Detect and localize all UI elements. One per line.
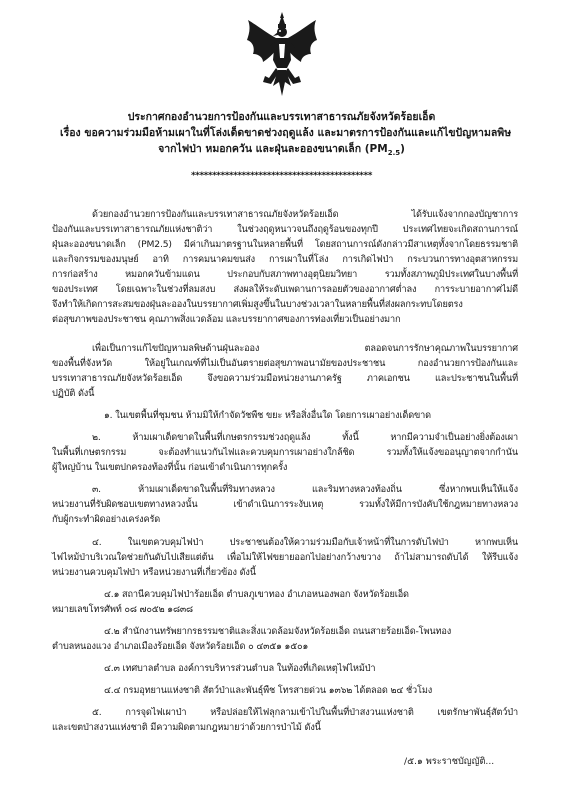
item-2-line: ในพื้นที่เกษตรกรรม จะต้องทำแนวกันไฟและควบคุมการเผาอย่างใกล้ชิด รวมทั้งให้แจ้งขออนุญาตจากกำนัน	[52, 447, 518, 458]
announcement-title: ประกาศกองอำนวยการป้องกันและบรรเทาสาธารณภัยจังหวัดร้อยเอ็ด	[127, 111, 436, 123]
subject-text: จากไฟป่า หมอกควัน และฝุ่นละอองขนาดเล็ก (PM	[158, 143, 388, 155]
announcement-subject-cont	[60, 142, 503, 161]
garuda-emblem-icon	[245, 10, 319, 102]
p1-line: ด้วยกองอำนวยการป้องกันและบรรเทาสาธารณภัยจังหวัดร้อยเอ็ด ได้รับแจ้งจากกองบัญชาการ	[92, 209, 518, 220]
item-3-line: ๓. ห้ามเผาเด็ดขาดในพื้นที่ริมทางหลวง และริมทางหลวงท้องถิ่น ซึ่งหากพบเห็นให้แจ้ง	[92, 484, 518, 495]
item-4-1-line: หมายเลขโทรศัพท์ ๐๘ ๗๐๕๒ ๑๘๓๘	[52, 604, 193, 615]
item-4-1-line: ๔.๑ สถานีควบคุมไฟป่าร้อยเอ็ด ตำบลภูเขาทอง อำเภอหนองพอก จังหวัดร้อยเอ็ด	[104, 589, 409, 600]
subject-subscript: 2.5	[387, 149, 401, 158]
item-2-line: ผู้ใหญ่บ้าน ในเขตปกครองท้องที่นั้น ก่อนเข้าดำเนินการทุกครั้ง	[52, 462, 288, 473]
subject-end: )	[400, 143, 405, 155]
p1-line: ป้องกันและบรรเทาสาธารณภัยแห่งชาติว่า ในช่วงฤดูหนาวจนถึงฤดูร้อนของทุกปี ประเทศไทยจะเกิดสถานการณ์	[52, 224, 518, 235]
p1-line: และกิจกรรมของมนุษย์ อาทิ การคมนาคมขนส่ง การเผาในที่โล่ง การเกิดไฟป่า กระบวนการทางอุตสาหกรรม	[52, 254, 518, 265]
item-4-line: ไฟไหม้ป่าบริเวณใดช่วยกันดับไปเสียแต่ต้น เพื่อไม่ให้ไฟขยายออกไปอย่างกว้างขวาง ถ้าไม่สามารถดับได้ ให้รีบแจ้ง	[52, 552, 518, 563]
item-4-2-line: ๔.๒ สำนักงานทรัพยากรธรรมชาติและสิ่งแวดล้อมจังหวัดร้อยเอ็ด ถนนสายร้อยเอ็ด-โพนทอง	[104, 626, 452, 637]
item-1: ๑. ในเขตพื้นที่ชุมชน ห้ามมิให้กำจัดวัชพืช ขยะ หรือสิ่งอื่นใด โดยการเผาอย่างเด็ดขาด	[104, 410, 431, 421]
p1-line: ของประเทศ โดยเฉพาะในช่วงที่ลมสงบ ส่งผลให้ระดับเพดานการลอยตัวของอากาศต่ำลง การระบายอากาศไม่ดี	[52, 284, 518, 295]
item-5-line: ๕. การจุดไฟเผาป่า หรือปล่อยให้ไฟลุกลามเข้าไปในพื้นที่ป่าสงวนแห่งชาติ เขตรักษาพันธุ์สัตว์ป่า	[92, 707, 518, 718]
p2-line: บรรเทาสาธารณภัยจังหวัดร้อยเอ็ด จึงขอความร่วมมือหน่วยงานภาครัฐ ภาคเอกชน และประชาชนในพื้นที่	[52, 373, 518, 384]
p1-line: ต่อสุขภาพของประชาชน คุณภาพสิ่งแวดล้อม และบรรยากาศของการท่องเที่ยวเป็นอย่างมาก	[52, 314, 401, 325]
continuation-note: /๕.๑ พระราชบัญญัติ...	[404, 756, 495, 767]
p1-line: ฝุ่นละอองขนาดเล็ก (PM2.5) มีค่าเกินมาตรฐานในหลายพื้นที่ โดยสถานการณ์ดังกล่าวมีสาเหตุทั้งจากโดยธรรมชาติ	[52, 239, 518, 250]
item-3-line: หน่วยงานที่รับผิดชอบเขตทางหลวงนั้น เข้าดำเนินการระงับเหตุ รวมทั้งให้มีการบังคับใช้กฎหมายทางหลวง	[52, 499, 518, 510]
separator-line: *******************************************	[191, 171, 372, 181]
item-5-line: และเขตป่าสงวนแห่งชาติ มีความผิดตามกฎหมายว่าด้วยการป่าไม้ ดังนี้	[52, 722, 321, 733]
item-4-line: หน่วยงานควบคุมไฟป่า หรือหน่วยงานที่เกี่ยวข้อง ดังนี้	[52, 567, 256, 578]
item-4-line: ๔. ในเขตควบคุมไฟป่า ประชาชนต้องให้ความร่วมมือกับเจ้าหน้าที่ในการดับไฟป่า หากพบเห็น	[92, 537, 518, 548]
p1-line: จึงทำให้เกิดการสะสมของฝุ่นละอองในบรรยากาศเพิ่มสูงขึ้นในบางช่วงเวลาในหลายพื้นที่ส่งผลกระทบโดยตรง	[52, 299, 463, 310]
item-4-4: ๔.๔ กรมอุทยานแห่งชาติ สัตว์ป่าและพันธุ์พืช โทรสายด่วน ๑๓๖๒ ได้ตลอด ๒๔ ชั่วโมง	[104, 685, 433, 696]
item-4-3: ๔.๓ เทศบาลตำบล องค์การบริหารส่วนตำบล ในท้องที่เกิดเหตุไฟไหม้ป่า	[104, 663, 376, 674]
item-4-2-line: ตำบลหนองแวง อำเภอเมืองร้อยเอ็ด จังหวัดร้อยเอ็ด ๐ ๔๓๕๑ ๑๕๐๑	[52, 641, 309, 652]
item-3-line: กับผู้กระทำผิดอย่างเคร่งครัด	[52, 514, 161, 525]
item-2-line: ๒. ห้ามเผาเด็ดขาดในพื้นที่เกษตรกรรมช่วงฤดูแล้ง ทั้งนี้ หากมีความจำเป็นอย่างยิ่งต้องเผา	[92, 432, 518, 443]
announcement-subject: เรื่อง ขอความร่วมมือห้ามเผาในที่โล่งเด็ดขาดช่วงฤดูแล้ง และมาตรการป้องกันและแก้ไขปัญหามลพิษ	[60, 127, 512, 139]
p2-line: ปฏิบัติ ดังนี้	[52, 388, 95, 399]
p1-line: การก่อสร้าง หมอกควันข้ามแดน ประกอบกับสภาพทางอุตุนิยมวิทยา รวมทั้งสภาพภูมิประเทศในบางพื้นที่	[52, 269, 518, 280]
p2-line: เพื่อเป็นการแก้ไขปัญหามลพิษด้านฝุ่นละออง ตลอดจนการรักษาคุณภาพในบรรยากาศ	[92, 343, 518, 354]
p2-line: ของพื้นที่จังหวัด ให้อยู่ในเกณฑ์ที่ไม่เป็นอันตรายต่อสุขภาพอนามัยของประชาชน กองอำนวยการป้องกันและ	[52, 358, 518, 369]
